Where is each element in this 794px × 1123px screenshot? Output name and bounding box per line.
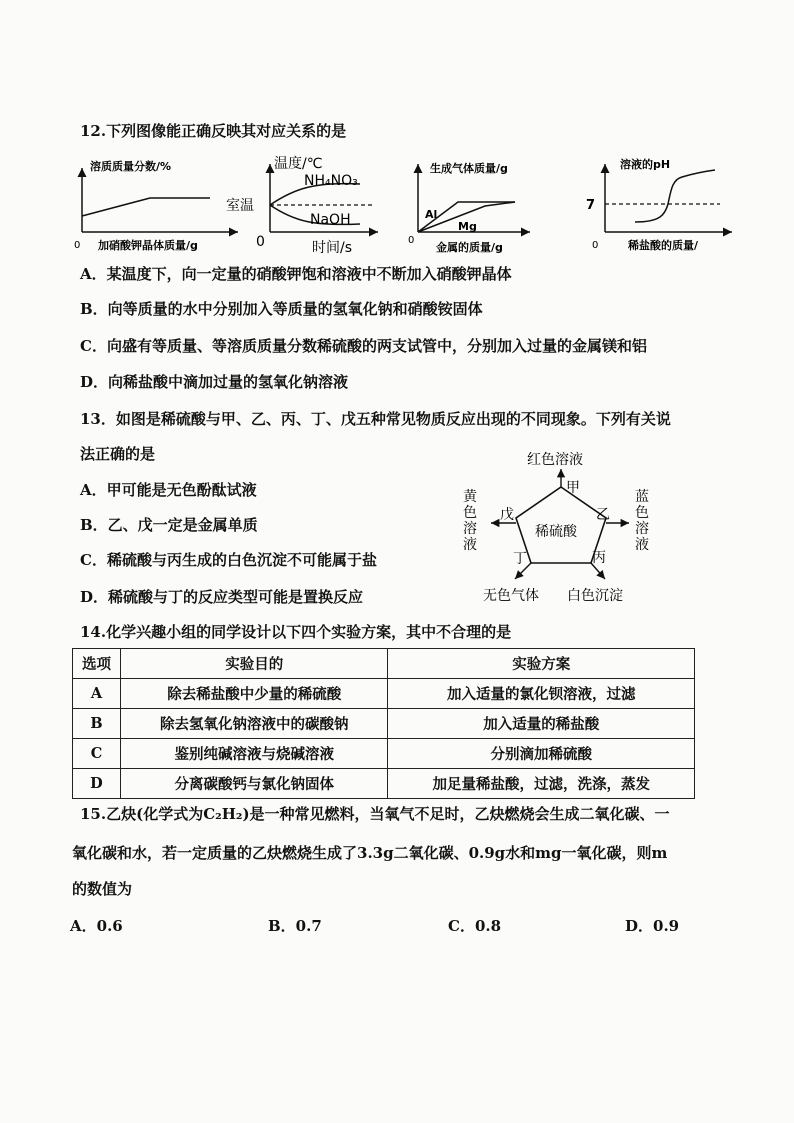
- pentagon-center: 稀硫酸: [535, 524, 577, 540]
- cell-option: D: [73, 769, 121, 799]
- graph-c-label-mg: Mg: [458, 220, 477, 233]
- label-bing: 丙: [592, 550, 606, 566]
- graph-a-ylabel: 溶质质量分数/%: [90, 160, 172, 173]
- q14-stem: 14.化学兴趣小组的同学设计以下四个实验方案，其中不合理的是: [80, 623, 512, 641]
- graph-b-ylabel: 温度/℃: [274, 156, 323, 172]
- header-option: 选项: [73, 649, 121, 679]
- q13-option-a: A．甲可能是无色酚酞试液: [80, 481, 257, 499]
- q12-option-d: D．向稀盐酸中滴加过量的氢氧化钠溶液: [80, 373, 349, 391]
- result-top: 红色溶液: [527, 452, 583, 468]
- q12-option-b: B．向等质量的水中分别加入等质量的氢氧化钠和硝酸铵固体: [80, 300, 483, 318]
- q15-line2: 氧化碳和水，若一定质量的乙炔燃烧生成了3.3g二氧化碳、0.9g水和mg一氧化碳，则m: [72, 844, 668, 862]
- q15-line1: 15.乙炔(化学式为C₂H₂)是一种常见燃料，当氧气不足时，乙炔燃烧会生成二氧化碳、一: [80, 805, 670, 823]
- graph-a-curve: [82, 198, 210, 216]
- table-row: [73, 769, 695, 799]
- q12-option-a: A．某温度下，向一定量的硝酸钾饱和溶液中不断加入硝酸钾晶体: [80, 265, 512, 283]
- graph-b-upper-label: NH₄NO₃: [304, 173, 358, 189]
- graph-c: [408, 161, 530, 254]
- cell-plan: 加入适量的稀盐酸: [388, 709, 695, 739]
- cell-plan: 分别滴加稀硫酸: [388, 739, 695, 769]
- cell-option: A: [73, 679, 121, 709]
- q12-stem: 12.下列图像能正确反映其对应关系的是: [80, 122, 347, 140]
- q14-table: [72, 648, 695, 799]
- q15-option-d: D．0.9: [625, 917, 680, 935]
- cell-purpose: 除去稀盐酸中少量的稀硫酸: [120, 679, 388, 709]
- graph-b-origin: 0: [256, 234, 265, 250]
- label-yi: 乙: [596, 507, 610, 523]
- result-bottom-left: 无色气体: [483, 588, 539, 604]
- q13-option-b: B．乙、戊一定是金属单质: [80, 516, 258, 534]
- header-plan: 实验方案: [388, 649, 695, 679]
- q15-option-c: C．0.8: [448, 917, 502, 935]
- graph-d-origin: 0: [592, 240, 599, 251]
- graph-b-xlabel: 时间/s: [312, 240, 353, 256]
- cell-purpose: 分离碳酸钙与氯化钠固体: [120, 769, 388, 799]
- q13-option-d: D．稀硫酸与丁的反应类型可能是置换反应: [80, 588, 364, 606]
- label-ding: 丁: [513, 551, 527, 567]
- graph-c-xlabel: 金属的质量/g: [436, 241, 503, 254]
- header-purpose: 实验目的: [120, 649, 388, 679]
- table-row: [73, 739, 695, 769]
- q12-graphs: [60, 150, 750, 262]
- graph-d-ph7: 7: [586, 198, 596, 213]
- label-wu: 戊: [500, 507, 514, 523]
- table-header-row: [73, 649, 695, 679]
- cell-purpose: 鉴别纯碱溶液与烧碱溶液: [120, 739, 388, 769]
- graph-a: [74, 159, 238, 252]
- graph-d-curve: [635, 170, 715, 222]
- result-bottom-right: 白色沉淀: [567, 588, 623, 604]
- graph-c-ylabel: 生成气体质量/g: [430, 162, 508, 175]
- graph-d-ylabel: 溶液的pH: [620, 158, 671, 171]
- q15-option-b: B．0.7: [268, 917, 322, 935]
- graph-b-room-temp: 室温: [226, 198, 254, 214]
- graph-a-xlabel: 加硝酸钾晶体质量/g: [98, 239, 198, 252]
- graph-d: [586, 157, 732, 252]
- graph-b-lower-label: NaOH: [310, 212, 351, 228]
- q12-option-c: C．向盛有等质量、等溶质质量分数稀硫酸的两支试管中，分别加入过量的金属镁和铝: [80, 337, 647, 355]
- q13-stem-line2: 法正确的是: [80, 445, 156, 463]
- q13-pentagon-diagram: [455, 445, 670, 610]
- cell-purpose: 除去氢氧化钠溶液中的碳酸钠: [120, 709, 388, 739]
- graph-c-label-al: Al: [425, 208, 438, 221]
- graph-b: [226, 155, 378, 256]
- graph-d-xlabel: 稀盐酸的质量/: [628, 239, 699, 252]
- label-jia: 甲: [566, 480, 580, 496]
- q13-stem-line1: 13．如图是稀硫酸与甲、乙、丙、丁、戊五种常见物质反应出现的不同现象。下列有关说: [80, 410, 671, 428]
- q15-line3: 的数值为: [72, 880, 133, 898]
- cell-plan: 加入适量的氯化钡溶液，过滤: [388, 679, 695, 709]
- graph-a-origin: 0: [74, 240, 81, 251]
- result-right: 蓝色溶液: [635, 489, 649, 553]
- table-row: [73, 679, 695, 709]
- table-row: [73, 709, 695, 739]
- result-left: 黄色溶液: [463, 489, 477, 553]
- q13-option-c: C．稀硫酸与丙生成的白色沉淀不可能属于盐: [80, 551, 377, 569]
- graph-c-origin: 0: [408, 235, 415, 246]
- cell-option: C: [73, 739, 121, 769]
- q15-option-a: A．0.6: [70, 917, 123, 935]
- cell-option: B: [73, 709, 121, 739]
- cell-plan: 加足量稀盐酸，过滤，洗涤，蒸发: [388, 769, 695, 799]
